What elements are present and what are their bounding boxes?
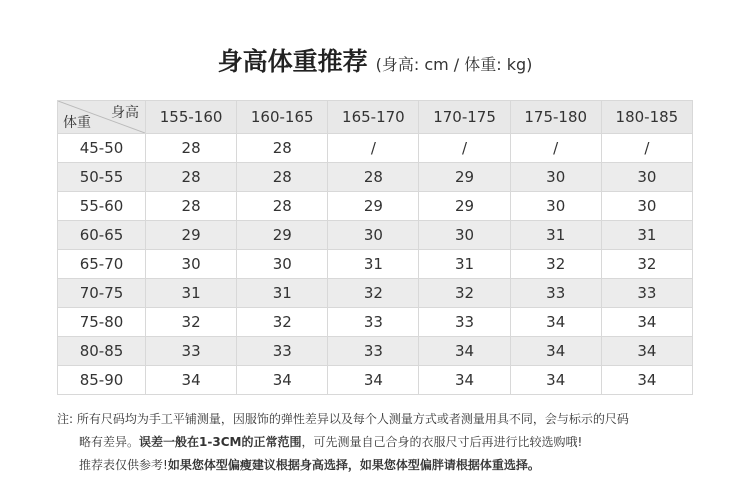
size-cell: 30	[510, 163, 601, 192]
note-emphasis: 如果您体型偏瘦建议根据身高选择，如果您体型偏胖请根据体重选择。	[167, 458, 540, 472]
note-line-2	[57, 431, 717, 454]
size-cell: /	[419, 134, 510, 163]
row-weight: 70-75	[58, 279, 146, 308]
size-cell: 31	[419, 250, 510, 279]
size-cell: 33	[328, 337, 419, 366]
size-cell: 31	[146, 279, 237, 308]
chart-title	[0, 42, 750, 78]
size-cell: 28	[146, 192, 237, 221]
size-cell: 29	[419, 163, 510, 192]
page-title: 身高体重推荐	[217, 47, 368, 76]
column-header: 160-165	[237, 101, 328, 134]
size-cell: 34	[510, 366, 601, 395]
size-cell: 33	[601, 279, 692, 308]
size-cell: 34	[419, 337, 510, 366]
size-cell: 34	[601, 366, 692, 395]
size-cell: 30	[146, 250, 237, 279]
table-row	[58, 221, 693, 250]
size-cell: 30	[328, 221, 419, 250]
column-header: 170-175	[419, 101, 510, 134]
row-weight: 60-65	[58, 221, 146, 250]
size-cell: 33	[419, 308, 510, 337]
row-weight: 85-90	[58, 366, 146, 395]
size-cell: 33	[237, 337, 328, 366]
table-row	[58, 163, 693, 192]
size-cell: 32	[146, 308, 237, 337]
row-weight: 80-85	[58, 337, 146, 366]
size-cell: 31	[328, 250, 419, 279]
table-row	[58, 308, 693, 337]
note-emphasis: 误差一般在1-3CM的正常范围	[139, 435, 302, 449]
size-cell: 32	[419, 279, 510, 308]
column-header: 175-180	[510, 101, 601, 134]
size-cell: /	[510, 134, 601, 163]
size-cell: 32	[328, 279, 419, 308]
size-cell: 34	[601, 337, 692, 366]
size-cell: 29	[328, 192, 419, 221]
table-row	[58, 192, 693, 221]
size-cell: 29	[146, 221, 237, 250]
size-cell: 34	[237, 366, 328, 395]
row-weight: 55-60	[58, 192, 146, 221]
table-body	[58, 134, 693, 395]
size-cell: 34	[510, 337, 601, 366]
size-cell: 34	[601, 308, 692, 337]
row-weight: 45-50	[58, 134, 146, 163]
table-row	[58, 134, 693, 163]
column-header: 165-170	[328, 101, 419, 134]
size-cell: 31	[510, 221, 601, 250]
table-row	[58, 250, 693, 279]
row-weight: 50-55	[58, 163, 146, 192]
column-header: 155-160	[146, 101, 237, 134]
note-text: ，可先测量自己合身的衣服尺寸后再进行比较选购哦!	[301, 435, 583, 449]
size-cell: 28	[237, 163, 328, 192]
note-line-1: 注: 所有尺码均为手工平铺测量，因服饰的弹性差异以及每个人测量方式或者测量用具不同，会与标示的尺码	[57, 412, 629, 426]
size-cell: 32	[510, 250, 601, 279]
size-cell: /	[601, 134, 692, 163]
size-cell: 30	[419, 221, 510, 250]
size-table	[57, 100, 693, 395]
table-row	[58, 279, 693, 308]
size-cell: 28	[328, 163, 419, 192]
size-cell: 33	[146, 337, 237, 366]
row-weight: 75-80	[58, 308, 146, 337]
corner-height-label: 身高	[111, 105, 139, 121]
header-row	[58, 101, 693, 134]
corner-weight-label: 体重	[63, 115, 91, 131]
note-text: 推荐表仅供参考!	[79, 458, 168, 472]
size-cell: 28	[146, 163, 237, 192]
page-subtitle: (身高: cm / 体重: kg)	[375, 55, 533, 74]
size-cell: 32	[601, 250, 692, 279]
note-line-3	[57, 454, 717, 477]
size-cell: 30	[601, 192, 692, 221]
size-notes	[57, 408, 717, 477]
size-cell: 29	[237, 221, 328, 250]
size-cell: 33	[510, 279, 601, 308]
size-cell: 34	[328, 366, 419, 395]
size-cell: 31	[601, 221, 692, 250]
size-cell: 30	[601, 163, 692, 192]
row-weight: 65-70	[58, 250, 146, 279]
size-cell: 28	[146, 134, 237, 163]
size-cell: 28	[237, 192, 328, 221]
size-cell: 33	[328, 308, 419, 337]
corner-cell	[58, 101, 146, 134]
size-cell: /	[328, 134, 419, 163]
size-cell: 30	[237, 250, 328, 279]
size-cell: 28	[237, 134, 328, 163]
size-cell: 34	[510, 308, 601, 337]
table-row	[58, 337, 693, 366]
size-cell: 31	[237, 279, 328, 308]
size-cell: 30	[510, 192, 601, 221]
size-cell: 32	[237, 308, 328, 337]
column-header: 180-185	[601, 101, 692, 134]
size-cell: 34	[419, 366, 510, 395]
size-cell: 29	[419, 192, 510, 221]
note-text: 略有差异。	[79, 435, 140, 449]
size-cell: 34	[146, 366, 237, 395]
table-row	[58, 366, 693, 395]
